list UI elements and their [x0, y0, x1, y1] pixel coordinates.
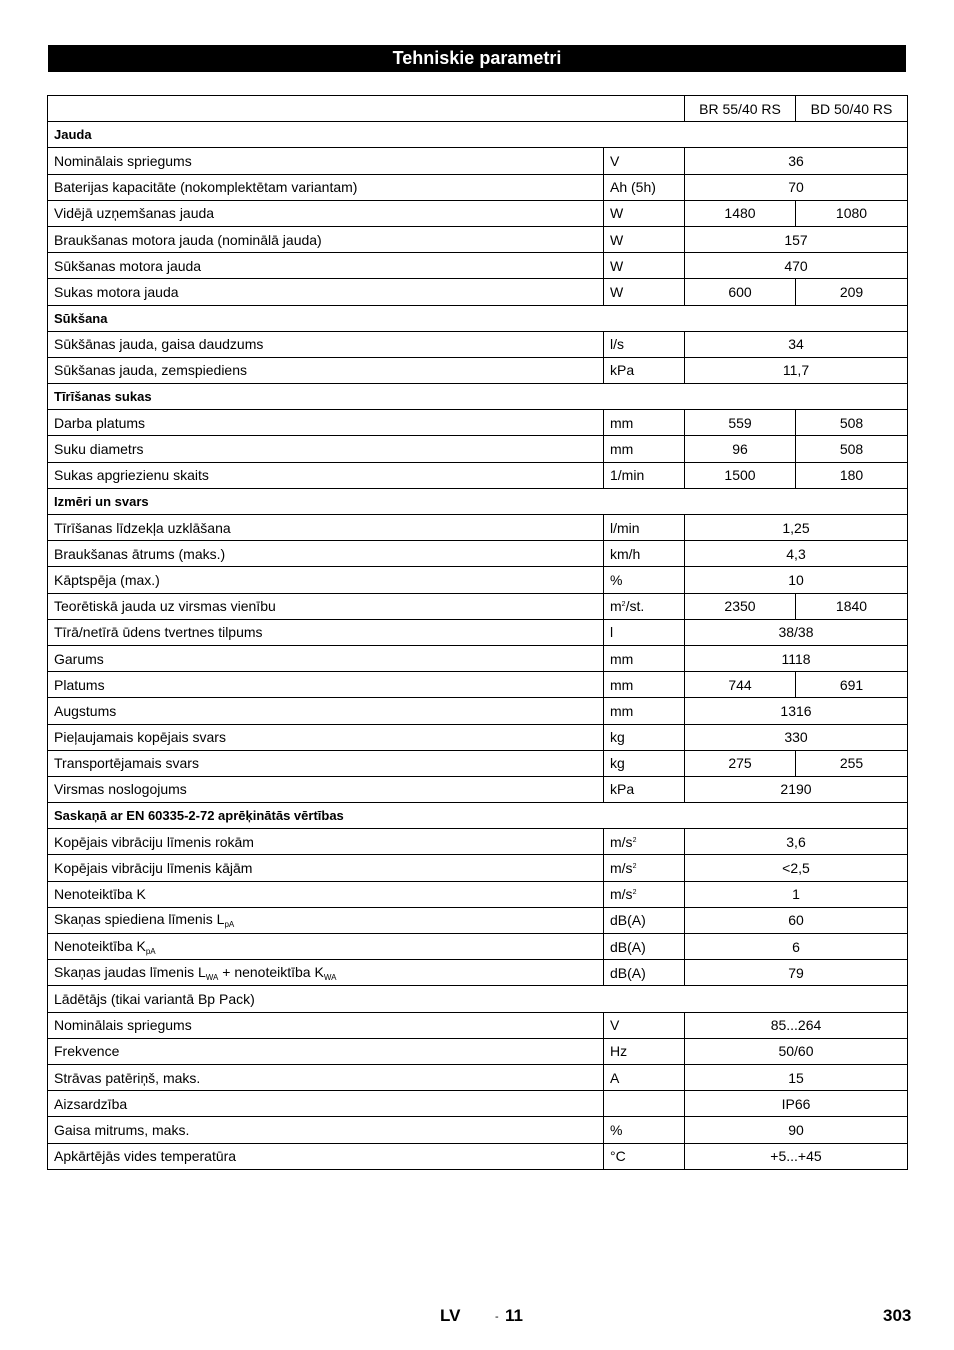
shared-value-cell: 60 — [685, 907, 908, 933]
parameter-label — [48, 881, 604, 907]
unit-cell — [604, 1038, 685, 1064]
shared-value-cell: 85...264 — [685, 1012, 908, 1038]
unit-superscript: 2 — [632, 863, 637, 871]
parameter-label — [48, 750, 604, 776]
parameter-label — [48, 645, 604, 671]
table-row — [48, 645, 908, 671]
unit-text: kg — [610, 729, 625, 746]
parameter-label-text: Skaņas jaudas līmenis L — [54, 963, 206, 980]
shared-value-cell: 1316 — [685, 698, 908, 724]
table-row — [48, 672, 908, 698]
table-row — [48, 619, 908, 645]
unit-text: Ah (5h) — [610, 179, 656, 196]
parameter-label-text: Transportējamais svars — [54, 755, 199, 772]
parameter-label — [48, 1038, 604, 1064]
unit-cell — [604, 855, 685, 881]
parameter-label — [48, 462, 604, 488]
parameter-label — [48, 1091, 604, 1117]
value-cell-br: 2350 — [685, 593, 796, 619]
value-cell-br: 1480 — [685, 200, 796, 226]
unit-cell — [604, 934, 685, 960]
unit-text: 1/min — [610, 467, 645, 484]
parameter-label — [48, 776, 604, 802]
unit-text: l — [610, 624, 614, 641]
parameter-label-text: Nenoteiktība K — [54, 937, 146, 954]
shared-value-cell: +5...+45 — [685, 1143, 908, 1169]
unit-cell — [604, 1117, 685, 1143]
shared-value-cell: 330 — [685, 724, 908, 750]
parameter-label-text: Aizsardzība — [54, 1095, 128, 1112]
shared-value-cell: 50/60 — [685, 1038, 908, 1064]
parameter-label-text: Tīrā/netīrā ūdens tvertnes tilpums — [54, 624, 263, 641]
shared-value-cell: 1,25 — [685, 515, 908, 541]
shared-value-cell: 2190 — [685, 776, 908, 802]
unit-cell — [604, 357, 685, 383]
table-row — [48, 541, 908, 567]
value-cell-bd: 1840 — [796, 593, 908, 619]
unit-text: kg — [610, 755, 625, 772]
unit-text: dB(A) — [610, 938, 646, 955]
unit-cell — [604, 200, 685, 226]
unit-text: /st. — [625, 598, 645, 615]
parameter-label-text: Garums — [54, 650, 104, 667]
parameter-label-text: Platums — [54, 676, 105, 693]
parameter-label-text: Pieļaujamais kopējais svars — [54, 729, 226, 746]
parameter-label-text: Teorētiskā jauda uz virsmas vienību — [54, 598, 276, 615]
parameter-label — [48, 174, 604, 200]
table-row — [48, 1143, 908, 1169]
unit-cell — [604, 907, 685, 933]
parameter-label — [48, 698, 604, 724]
value-cell-bd: 508 — [796, 410, 908, 436]
unit-text: dB(A) — [610, 912, 646, 929]
parameter-label-text: Tīrīšanas līdzekļa uzklāšana — [54, 519, 231, 536]
table-row — [48, 1091, 908, 1117]
table-row — [48, 934, 908, 960]
unit-text: mm — [610, 441, 634, 458]
table-header-row — [48, 96, 908, 122]
parameter-label — [48, 200, 604, 226]
unit-text: W — [610, 231, 624, 248]
shared-value-cell: 157 — [685, 226, 908, 252]
model-header-bd: BD 50/40 RS — [796, 96, 908, 122]
parameter-label-subscript: pA — [224, 920, 235, 930]
section-title: Jauda — [48, 122, 908, 148]
value-cell-br: 744 — [685, 672, 796, 698]
unit-superscript: 2 — [632, 836, 637, 844]
table-row — [48, 960, 908, 986]
unit-text: Hz — [610, 1043, 628, 1060]
unit-text: V — [610, 1017, 620, 1034]
parameter-label — [48, 410, 604, 436]
spec-table-body — [48, 96, 908, 1170]
shared-value-cell: 70 — [685, 174, 908, 200]
unit-text: % — [610, 571, 623, 588]
unit-cell — [604, 410, 685, 436]
footer-language: LV — [440, 1306, 461, 1325]
parameter-label — [48, 226, 604, 252]
shared-value-cell: 6 — [685, 934, 908, 960]
parameter-label — [48, 567, 604, 593]
parameter-label — [48, 907, 604, 933]
unit-text: W — [610, 205, 624, 222]
parameter-label — [48, 829, 604, 855]
parameter-label-text: Nominālais spriegums — [54, 1017, 192, 1034]
parameter-label-text: Virsmas noslogojums — [54, 781, 187, 798]
unit-superscript: 2 — [621, 601, 626, 609]
parameter-label-subscript: WA — [323, 972, 337, 982]
shared-value-cell: 36 — [685, 148, 908, 174]
parameter-label — [48, 148, 604, 174]
value-cell-bd: 180 — [796, 462, 908, 488]
table-row — [48, 279, 908, 305]
table-row — [48, 907, 908, 933]
value-cell-br: 600 — [685, 279, 796, 305]
unit-text: m/s — [610, 833, 633, 850]
parameter-label-text: Braukšanas motora jauda (nominālā jauda) — [54, 231, 322, 248]
unit-cell — [604, 253, 685, 279]
page-title: Tehniskie parametri — [48, 45, 906, 72]
parameter-label-text: Kopējais vibrāciju līmenis rokām — [54, 833, 254, 850]
table-row — [48, 1064, 908, 1090]
unit-superscript: 2 — [632, 889, 637, 897]
section-header-row — [48, 122, 908, 148]
parameter-label-text: Kāptspēja (max.) — [54, 571, 160, 588]
unit-text: m/s — [610, 886, 633, 903]
section-title: Izmēri un svars — [48, 488, 908, 514]
unit-cell — [604, 541, 685, 567]
parameter-label-text: Braukšanas ātrums (maks.) — [54, 545, 226, 562]
parameter-label — [48, 672, 604, 698]
parameter-label — [48, 515, 604, 541]
value-cell-bd: 691 — [796, 672, 908, 698]
parameter-label-text: Strāvas patēriņš, maks. — [54, 1069, 201, 1086]
table-row — [48, 881, 908, 907]
value-cell-br: 559 — [685, 410, 796, 436]
shared-value-cell: 470 — [685, 253, 908, 279]
unit-cell — [604, 331, 685, 357]
parameter-label — [48, 1064, 604, 1090]
parameter-label — [48, 357, 604, 383]
unit-cell — [604, 645, 685, 671]
shared-value-cell: 3,6 — [685, 829, 908, 855]
unit-cell — [604, 1091, 685, 1117]
unit-text: W — [610, 283, 624, 300]
unit-cell — [604, 672, 685, 698]
parameter-label — [48, 855, 604, 881]
parameter-label-text: Gaisa mitrums, maks. — [54, 1121, 190, 1138]
parameter-label-text: Nominālais spriegums — [54, 152, 192, 169]
unit-cell — [604, 776, 685, 802]
table-row — [48, 174, 908, 200]
unit-cell — [604, 436, 685, 462]
table-row — [48, 148, 908, 174]
shared-value-cell: 4,3 — [685, 541, 908, 567]
table-row — [48, 567, 908, 593]
parameter-label-subscript: pA — [145, 946, 156, 956]
table-row — [48, 200, 908, 226]
parameter-label — [48, 1012, 604, 1038]
value-cell-br: 96 — [685, 436, 796, 462]
section-title: Lādētājs (tikai variantā Bp Pack) — [48, 986, 908, 1012]
table-row — [48, 855, 908, 881]
parameter-label — [48, 253, 604, 279]
table-row — [48, 1117, 908, 1143]
parameter-label — [48, 934, 604, 960]
unit-cell — [604, 462, 685, 488]
parameter-label-text: + nenoteiktība K — [218, 963, 324, 980]
table-row — [48, 436, 908, 462]
unit-text: % — [610, 1121, 623, 1138]
section-title: Sūkšana — [48, 305, 908, 331]
table-row — [48, 515, 908, 541]
parameter-label-text: Suku diametrs — [54, 441, 144, 458]
unit-text: l/s — [610, 336, 624, 353]
table-row — [48, 331, 908, 357]
table-row — [48, 776, 908, 802]
footer-section-page: 11 — [505, 1306, 523, 1325]
parameter-label-text: Frekvence — [54, 1043, 120, 1060]
parameter-label-text: Sūkšanas jauda, zemspiediens — [54, 362, 248, 379]
table-row — [48, 593, 908, 619]
unit-cell — [604, 148, 685, 174]
value-cell-br: 1500 — [685, 462, 796, 488]
value-cell-bd: 508 — [796, 436, 908, 462]
unit-cell — [604, 619, 685, 645]
shared-value-cell: 15 — [685, 1064, 908, 1090]
table-row — [48, 1012, 908, 1038]
unit-cell — [604, 829, 685, 855]
parameter-label — [48, 619, 604, 645]
unit-cell — [604, 279, 685, 305]
unit-text: m/s — [610, 860, 633, 877]
unit-text: mm — [610, 702, 634, 719]
shared-value-cell: 1118 — [685, 645, 908, 671]
unit-cell — [604, 1012, 685, 1038]
shared-value-cell: 11,7 — [685, 357, 908, 383]
parameter-label-text: Vidējā uzņemšanas jauda — [54, 205, 215, 222]
section-header-row — [48, 488, 908, 514]
unit-text: kPa — [610, 781, 635, 798]
unit-text: mm — [610, 676, 634, 693]
value-cell-bd: 255 — [796, 750, 908, 776]
parameter-label-text: Baterijas kapacitāte (nokomplektētam variantam) — [54, 179, 358, 196]
unit-cell — [604, 174, 685, 200]
parameter-label — [48, 593, 604, 619]
table-row — [48, 698, 908, 724]
unit-text: A — [610, 1069, 620, 1086]
table-row — [48, 724, 908, 750]
table-row — [48, 410, 908, 436]
unit-text: m — [610, 598, 622, 615]
parameter-label-text: Skaņas spiediena līmenis L — [54, 911, 225, 928]
section-title: Saskaņā ar EN 60335-2-72 aprēķinātās vērtības — [48, 803, 908, 829]
parameter-label-text: Nenoteiktība K — [54, 886, 146, 903]
parameter-label — [48, 279, 604, 305]
unit-text: V — [610, 152, 620, 169]
model-header-br: BR 55/40 RS — [685, 96, 796, 122]
parameter-label-text: Darba platums — [54, 414, 146, 431]
table-row — [48, 829, 908, 855]
table-row — [48, 1038, 908, 1064]
parameter-label — [48, 331, 604, 357]
spec-table — [47, 95, 908, 1170]
parameter-label-text: Kopējais vibrāciju līmenis kājām — [54, 860, 253, 877]
shared-value-cell: IP66 — [685, 1091, 908, 1117]
unit-text: km/h — [610, 545, 641, 562]
table-row — [48, 750, 908, 776]
value-cell-bd: 1080 — [796, 200, 908, 226]
section-title: Tīrīšanas sukas — [48, 384, 908, 410]
unit-cell — [604, 750, 685, 776]
parameter-label-text: Apkārtējās vides temperatūra — [54, 1148, 237, 1165]
unit-text: l/min — [610, 519, 640, 536]
parameter-label — [48, 1117, 604, 1143]
unit-cell — [604, 698, 685, 724]
table-row — [48, 253, 908, 279]
parameter-label — [48, 724, 604, 750]
unit-text: dB(A) — [610, 964, 646, 981]
parameter-label — [48, 1143, 604, 1169]
parameter-label-text: Augstums — [54, 702, 117, 719]
section-header-row — [48, 986, 908, 1012]
footer-dash: - — [495, 1311, 499, 1323]
section-header-row — [48, 384, 908, 410]
shared-value-cell: 1 — [685, 881, 908, 907]
table-row — [48, 357, 908, 383]
parameter-label-text: Sūkšanas motora jauda — [54, 257, 202, 274]
unit-text: °C — [610, 1148, 626, 1165]
shared-value-cell: 10 — [685, 567, 908, 593]
parameter-label — [48, 541, 604, 567]
unit-cell — [604, 1064, 685, 1090]
footer-page-number: 303 — [883, 1306, 912, 1325]
table-row — [48, 226, 908, 252]
shared-value-cell: <2,5 — [685, 855, 908, 881]
unit-cell — [604, 567, 685, 593]
shared-value-cell: 90 — [685, 1117, 908, 1143]
section-header-row — [48, 305, 908, 331]
value-cell-bd: 209 — [796, 279, 908, 305]
unit-cell — [604, 724, 685, 750]
shared-value-cell: 79 — [685, 960, 908, 986]
parameter-label — [48, 960, 604, 986]
unit-cell — [604, 593, 685, 619]
unit-text: kPa — [610, 362, 635, 379]
unit-text: mm — [610, 650, 634, 667]
unit-cell — [604, 1143, 685, 1169]
parameter-label-text: Sukas apgriezienu skaits — [54, 467, 209, 484]
unit-cell — [604, 515, 685, 541]
value-cell-br: 275 — [685, 750, 796, 776]
unit-cell — [604, 881, 685, 907]
header-empty-cell — [48, 96, 685, 122]
unit-cell — [604, 960, 685, 986]
shared-value-cell: 34 — [685, 331, 908, 357]
parameter-label-subscript: WA — [205, 972, 219, 982]
section-header-row — [48, 803, 908, 829]
table-row — [48, 462, 908, 488]
parameter-label-text: Sūkšānas jauda, gaisa daudzums — [54, 336, 264, 353]
unit-cell — [604, 226, 685, 252]
unit-text: W — [610, 257, 624, 274]
parameter-label — [48, 436, 604, 462]
shared-value-cell: 38/38 — [685, 619, 908, 645]
unit-text: mm — [610, 414, 634, 431]
parameter-label-text: Sukas motora jauda — [54, 283, 179, 300]
